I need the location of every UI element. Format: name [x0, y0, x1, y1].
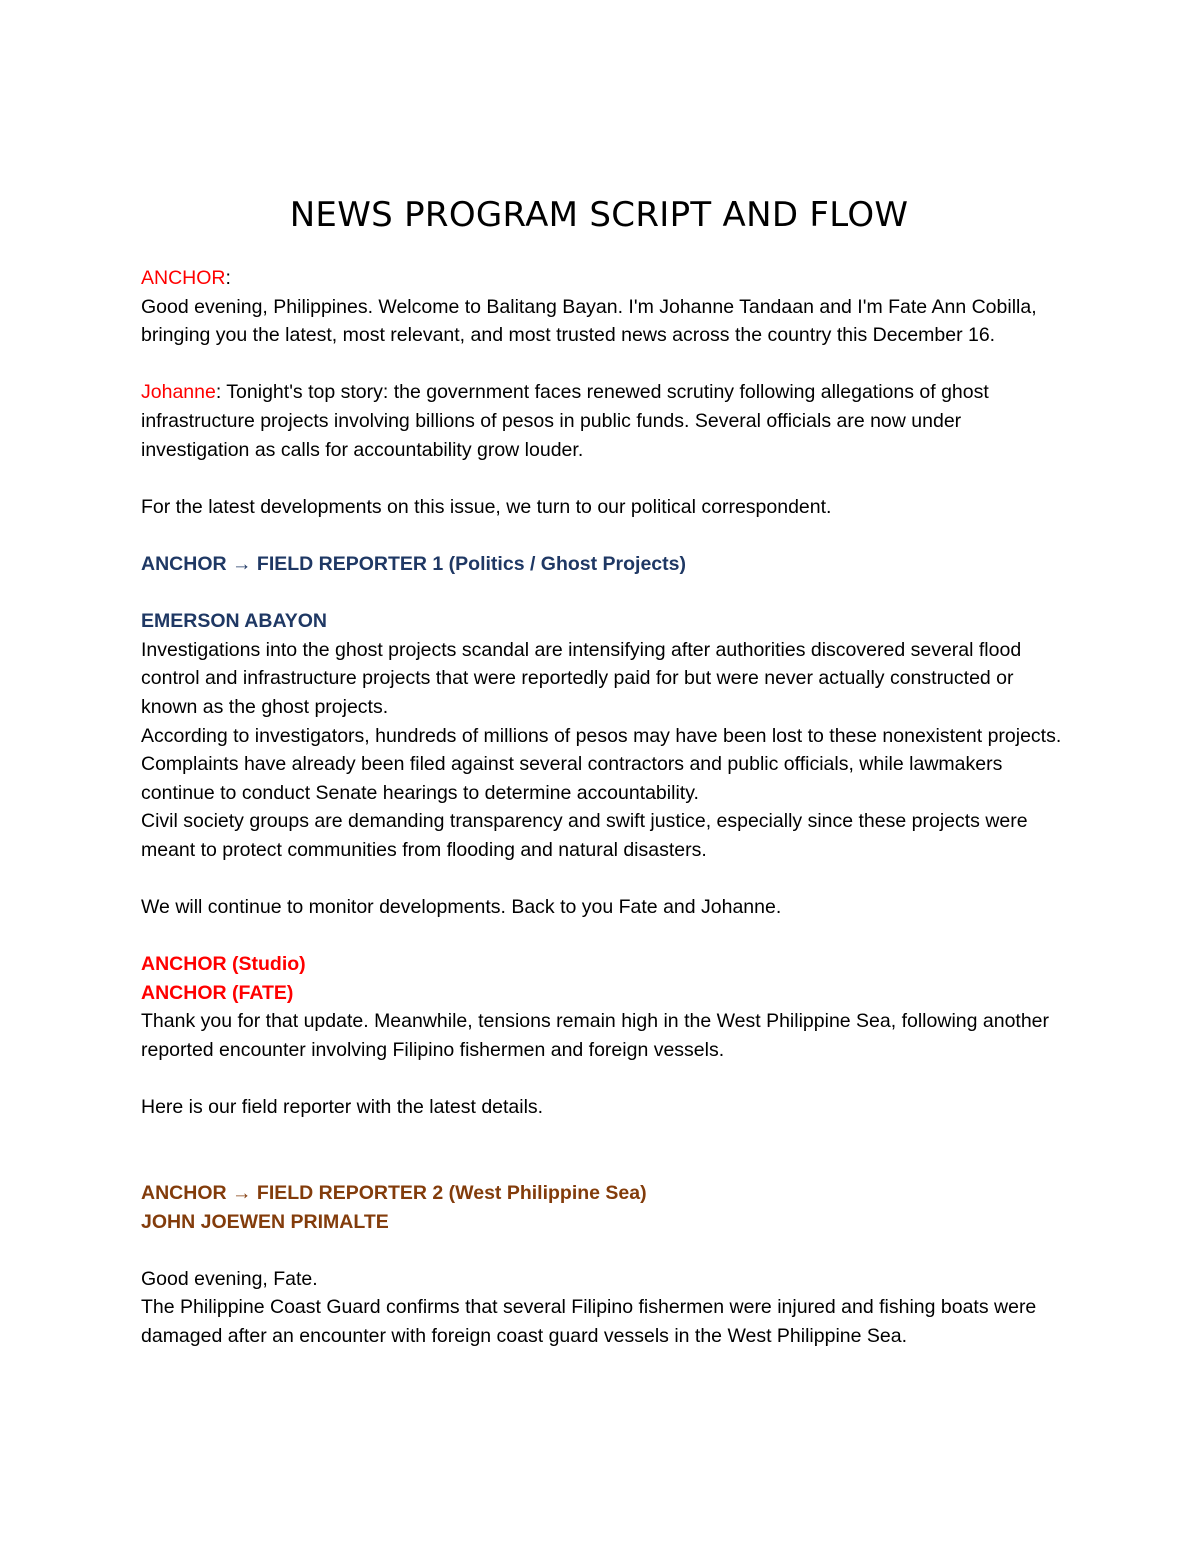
segment1-line-1: Investigations into the ghost projects scandal are intensifying after authorities discovered several flood control and infrastructure projects that were reportedly paid for but were never actually constructed or known as the ghost projects.: [141, 638, 1022, 718]
segment1-line-2: According to investigators, hundreds of millions of pesos may have been lost to these nonexistent projects. Complaints have already been filed against several contractors and public officials, while lawmakers continue to conduct Senate hearings to determine accountability.: [141, 724, 1062, 804]
spacer: [141, 1236, 1071, 1265]
studio-handoff: Here is our field reporter with the latest details.: [141, 1096, 544, 1119]
spacer: [141, 922, 1071, 951]
spacer: [141, 521, 1071, 550]
segment2-paragraph: The Philippine Coast Guard confirms that several Filipino fishermen were injured and fishing boats were damaged after an encounter with foreign coast guard vessels in the West Philippine Sea.: [141, 1296, 1037, 1347]
segment2-greeting: Good evening, Fate.: [141, 1267, 318, 1290]
anchor-colon: :: [225, 267, 231, 289]
segment1-reporter-name: EMERSON ABAYON: [141, 610, 328, 633]
spacer: [141, 1122, 1071, 1179]
spacer: [141, 464, 1071, 493]
studio-fate-label: ANCHOR (FATE): [141, 981, 294, 1004]
intro-paragraph: Good evening, Philippines. Welcome to Balitang Bayan. I'm Johanne Tandaan and I'm Fate Ann Cobilla, bringing you the latest, most relevant, and most trusted news across the country this December 16.: [141, 295, 1037, 347]
segment2-heading: ANCHOR → FIELD REPORTER 2 (West Philippine Sea): [141, 1182, 647, 1204]
segment1-heading: ANCHOR → FIELD REPORTER 1 (Politics / Ghost Projects): [141, 552, 686, 575]
anchor-label: ANCHOR: [141, 267, 226, 289]
spacer: [141, 1065, 1071, 1094]
segment1-signoff: We will continue to monitor developments. Back to you Fate and Johanne.: [141, 896, 782, 919]
handoff-paragraph-1: For the latest developments on this issue, we turn to our political correspondent.: [141, 495, 832, 518]
intro-anchor-line: [141, 264, 1071, 293]
johanne-text: : Tonight's top story: the government faces renewed scrutiny following allegations of ghost infrastructure projects involving billions of pesos in public funds. Several officials are now under investigation as calls for accountability grow louder.: [141, 381, 989, 461]
spacer: [141, 350, 1071, 379]
segment2-reporter-name: JOHN JOEWEN PRIMALTE: [141, 1210, 389, 1233]
spacer: [141, 579, 1071, 608]
segment1-line-3: Civil society groups are demanding transparency and swift justice, especially since these projects were meant to protect communities from flooding and natural disasters.: [141, 810, 1028, 861]
spacer: [141, 864, 1071, 893]
johanne-paragraph: [141, 378, 1071, 464]
page-title: NEWS PROGRAM SCRIPT AND FLOW: [289, 195, 909, 235]
johanne-label: Johanne: [141, 381, 216, 404]
document-page: [141, 190, 1071, 1351]
studio-anchor-label: ANCHOR (Studio): [141, 953, 306, 976]
studio-paragraph: Thank you for that update. Meanwhile, tensions remain high in the West Philippine Sea, following another reported encounter involving Filipino fishermen and foreign vessels.: [141, 1010, 1050, 1062]
